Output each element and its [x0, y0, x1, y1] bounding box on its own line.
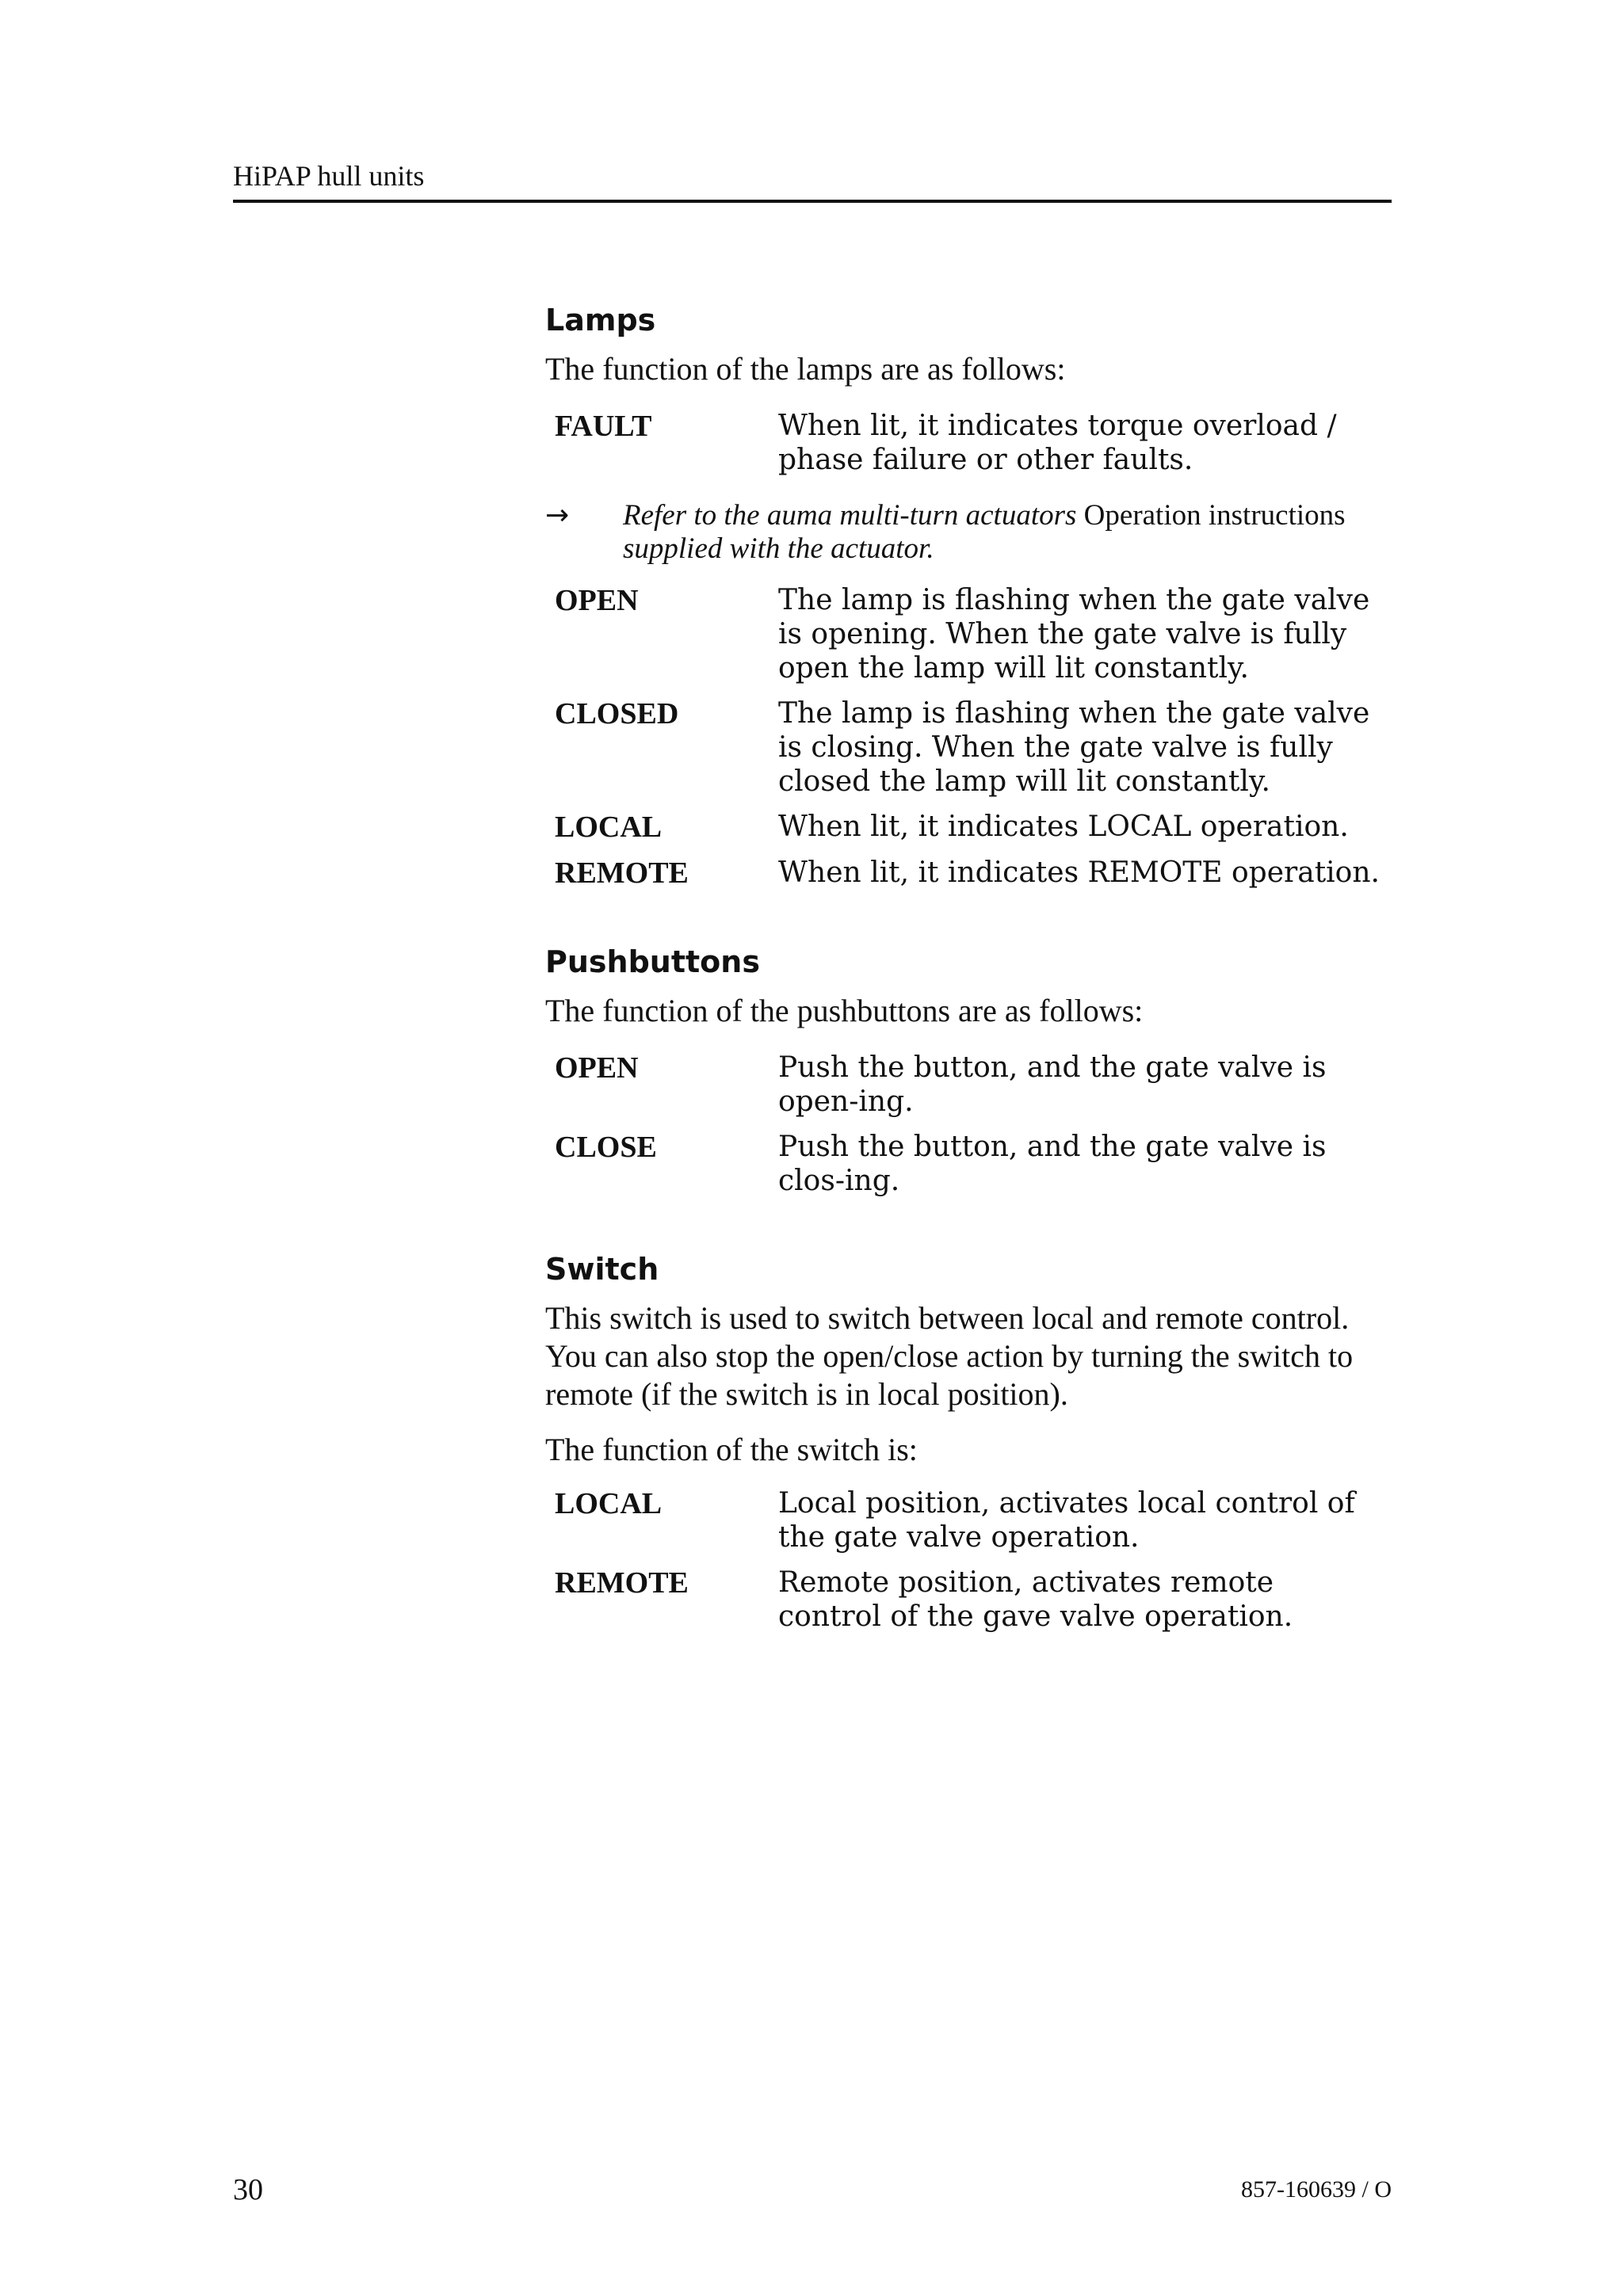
note-roman-part: Operation instructions: [1076, 499, 1346, 532]
term-description: The lamp is flashing when the gate valve is closing. When the gate valve is fully closed the lamp will lit constantly.: [778, 697, 1370, 798]
list-item: [545, 696, 1392, 799]
switch-heading: Switch: [545, 1252, 659, 1287]
list-item: [545, 1130, 1392, 1198]
term-label: REMOTE: [555, 1566, 689, 1600]
term-description: When lit, it indicates torque overload / phase failure or other faults.: [778, 410, 1337, 476]
term-label: OPEN: [555, 584, 639, 617]
term-label: LOCAL: [555, 810, 663, 844]
term-description: Remote position, activates remote control of the gave valve operation.: [778, 1566, 1293, 1633]
list-item: [545, 856, 1392, 891]
list-item: [545, 583, 1392, 685]
pushbuttons-heading: Pushbuttons: [545, 944, 760, 979]
list-item: [545, 810, 1392, 845]
list-item: [545, 409, 1392, 477]
term-description: Local position, activates local control of the gate valve operation.: [778, 1487, 1355, 1554]
term-label: REMOTE: [555, 856, 689, 890]
lamps-intro: The function of the lamps are as follows:: [545, 351, 1066, 387]
pushbuttons-list: [545, 1051, 1392, 1198]
list-item: [545, 1566, 1392, 1634]
switch-intro: The function of the switch is:: [545, 1432, 918, 1467]
term-description: Push the button, and the gate valve is open-ing.: [778, 1051, 1327, 1118]
note-italic-part-2: supplied with the actuator.: [623, 532, 934, 565]
pushbuttons-intro: The function of the pushbuttons are as follows:: [545, 993, 1144, 1028]
list-item: [545, 1051, 1392, 1119]
term-description: The lamp is flashing when the gate valve is opening. When the gate valve is fully open the lamp will lit constantly.: [778, 584, 1370, 685]
lamps-heading: Lamps: [545, 303, 656, 338]
running-header: HiPAP hull units: [233, 160, 425, 192]
term-description: When lit, it indicates LOCAL operation.: [778, 810, 1349, 843]
term-label: CLOSE: [555, 1131, 657, 1164]
note-italic-part-1: Refer to the auma multi-turn actuators: [623, 499, 1077, 532]
reference-note: [545, 499, 1392, 566]
term-label: CLOSED: [555, 697, 679, 730]
lamps-list-2: [545, 583, 1392, 891]
page-number: 30: [233, 2173, 263, 2206]
document-number: 857-160639 / O: [1241, 2176, 1392, 2203]
section-spacer: [545, 1209, 1392, 1250]
section-spacer: [545, 902, 1392, 943]
note-text: [623, 499, 1376, 566]
term-label: FAULT: [555, 410, 652, 443]
term-description: When lit, it indicates REMOTE operation.: [778, 856, 1380, 889]
lamps-list: [545, 409, 1392, 477]
switch-paragraph: This switch is used to switch between local and remote control. You can also stop the open/close action by turning the switch to remote (if the switch is in local position).: [545, 1300, 1354, 1412]
page-content: [545, 301, 1392, 1645]
switch-list: [545, 1486, 1392, 1634]
term-label: LOCAL: [555, 1487, 663, 1520]
header-rule: [233, 200, 1392, 203]
list-item: [545, 1486, 1392, 1554]
term-label: OPEN: [555, 1051, 639, 1085]
arrow-icon: →: [545, 499, 570, 532]
term-description: Push the button, and the gate valve is clos-ing.: [778, 1131, 1327, 1197]
